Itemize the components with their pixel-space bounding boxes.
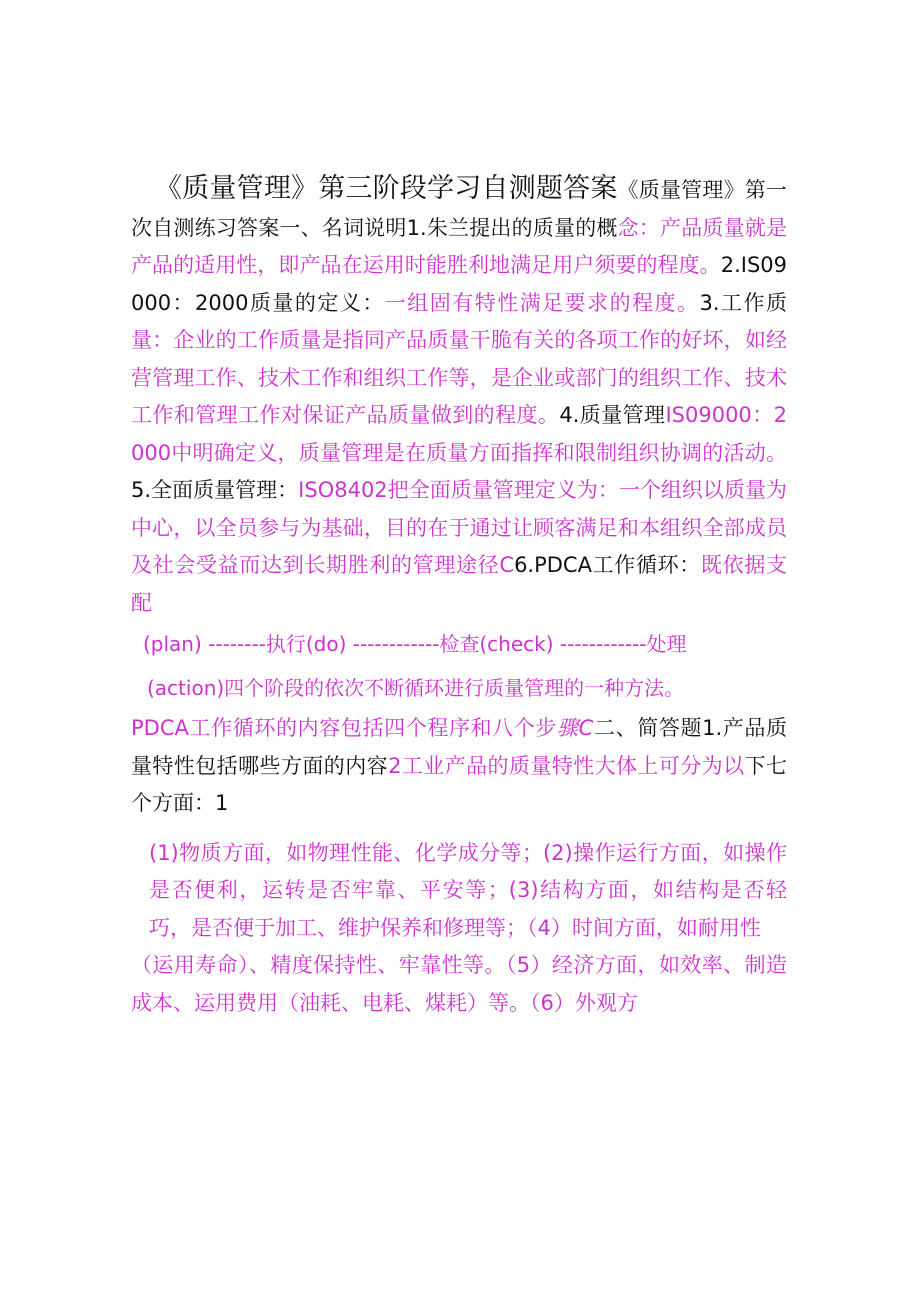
short-answer-paragraph bbox=[131, 710, 787, 823]
quality-aspects-part1: (1)物质方面，如物理性能、化学成分等；(2)操作运行方面，如操作是否便利，运转是否牢靠、平安等；(3)结构方面，如结构是否轻巧，是否便于加工、维护保养和修理等；（4）时间方面，如耐用性 bbox=[149, 840, 787, 940]
definition-work-quality-body: 量：企业的工作质量是指同产品质量干脆有关的各项工作的好坏，如经营管理工作、技术工作和组织工作等，是企业或部门的组织工作、技术工作和管理工作对保证产品质量做到的程度。 bbox=[131, 328, 787, 427]
definition-tqm-body: ISO8402把全面质量管理定义为：一个组织以质量为中心，以全员参与为基础，目的在于通过让顾客满足和本组织全部成员及社会受益而达到长期胜利的管理途径 bbox=[131, 478, 787, 577]
definition-quality: 念：产品质量就是产品的适用性，即产品在运用时能胜利地满足用户须要的程度。 bbox=[131, 215, 787, 277]
stray-c-mark: C bbox=[499, 553, 515, 577]
definition-iso-head: 2.IS09000：2000质量的定义： bbox=[131, 253, 787, 315]
document-subtitle: 《质量管理》第一次自测练习答案一、名词说明1.朱兰提出的质量的概 bbox=[131, 178, 788, 240]
quality-aspects-part2: （运用寿命）、精度保持性、牢靠性等。（5）经济方面，如效率、制造成本、运用费用（油耗、电耗、煤耗）等。（6）外观方 bbox=[131, 953, 787, 1015]
pdca-content-italic: 骤C bbox=[557, 716, 594, 740]
definition-qm-head: 4.质量管理 bbox=[559, 403, 666, 427]
pdca-content-text: PDCA工作循环的内容包括四个程序和八个步 bbox=[131, 716, 558, 740]
definition-pdca-head: 6.PDCA工作循环： bbox=[514, 553, 701, 577]
title-paragraph bbox=[131, 170, 787, 622]
definition-tqm-head: 5.全面质量管理： bbox=[131, 478, 299, 502]
document-title: 《质量管理》第三阶段学习自测题答案 bbox=[155, 173, 618, 204]
answer-intro-tail: 下七个方面：1 bbox=[131, 753, 788, 815]
definition-work-quality-head: 3.工作质 bbox=[699, 290, 787, 315]
document-body bbox=[131, 170, 787, 1022]
definition-pdca-body: 既依据支配 bbox=[131, 553, 787, 615]
definition-iso-body: 一组固有特性满足要求的程度。 bbox=[384, 290, 700, 315]
definition-qm-body: IS09000：2000中明确定义，质量管理是在质量方面指挥和限制组织协调的活动。 bbox=[131, 403, 787, 465]
pdca-action-line: (action)四个阶段的依次不断循环进行质量管理的一种方法。 bbox=[147, 676, 685, 700]
short-answer-heading: 二、简答题1.产品质量特性包括哪些方面的内容 bbox=[131, 716, 787, 778]
pdca-steps-line: (plan) --------执行(do) ------------检查(check) ------------处理 bbox=[143, 632, 687, 656]
answer-intro: 2工业产品的质量特性大体上可分为以 bbox=[388, 753, 745, 778]
